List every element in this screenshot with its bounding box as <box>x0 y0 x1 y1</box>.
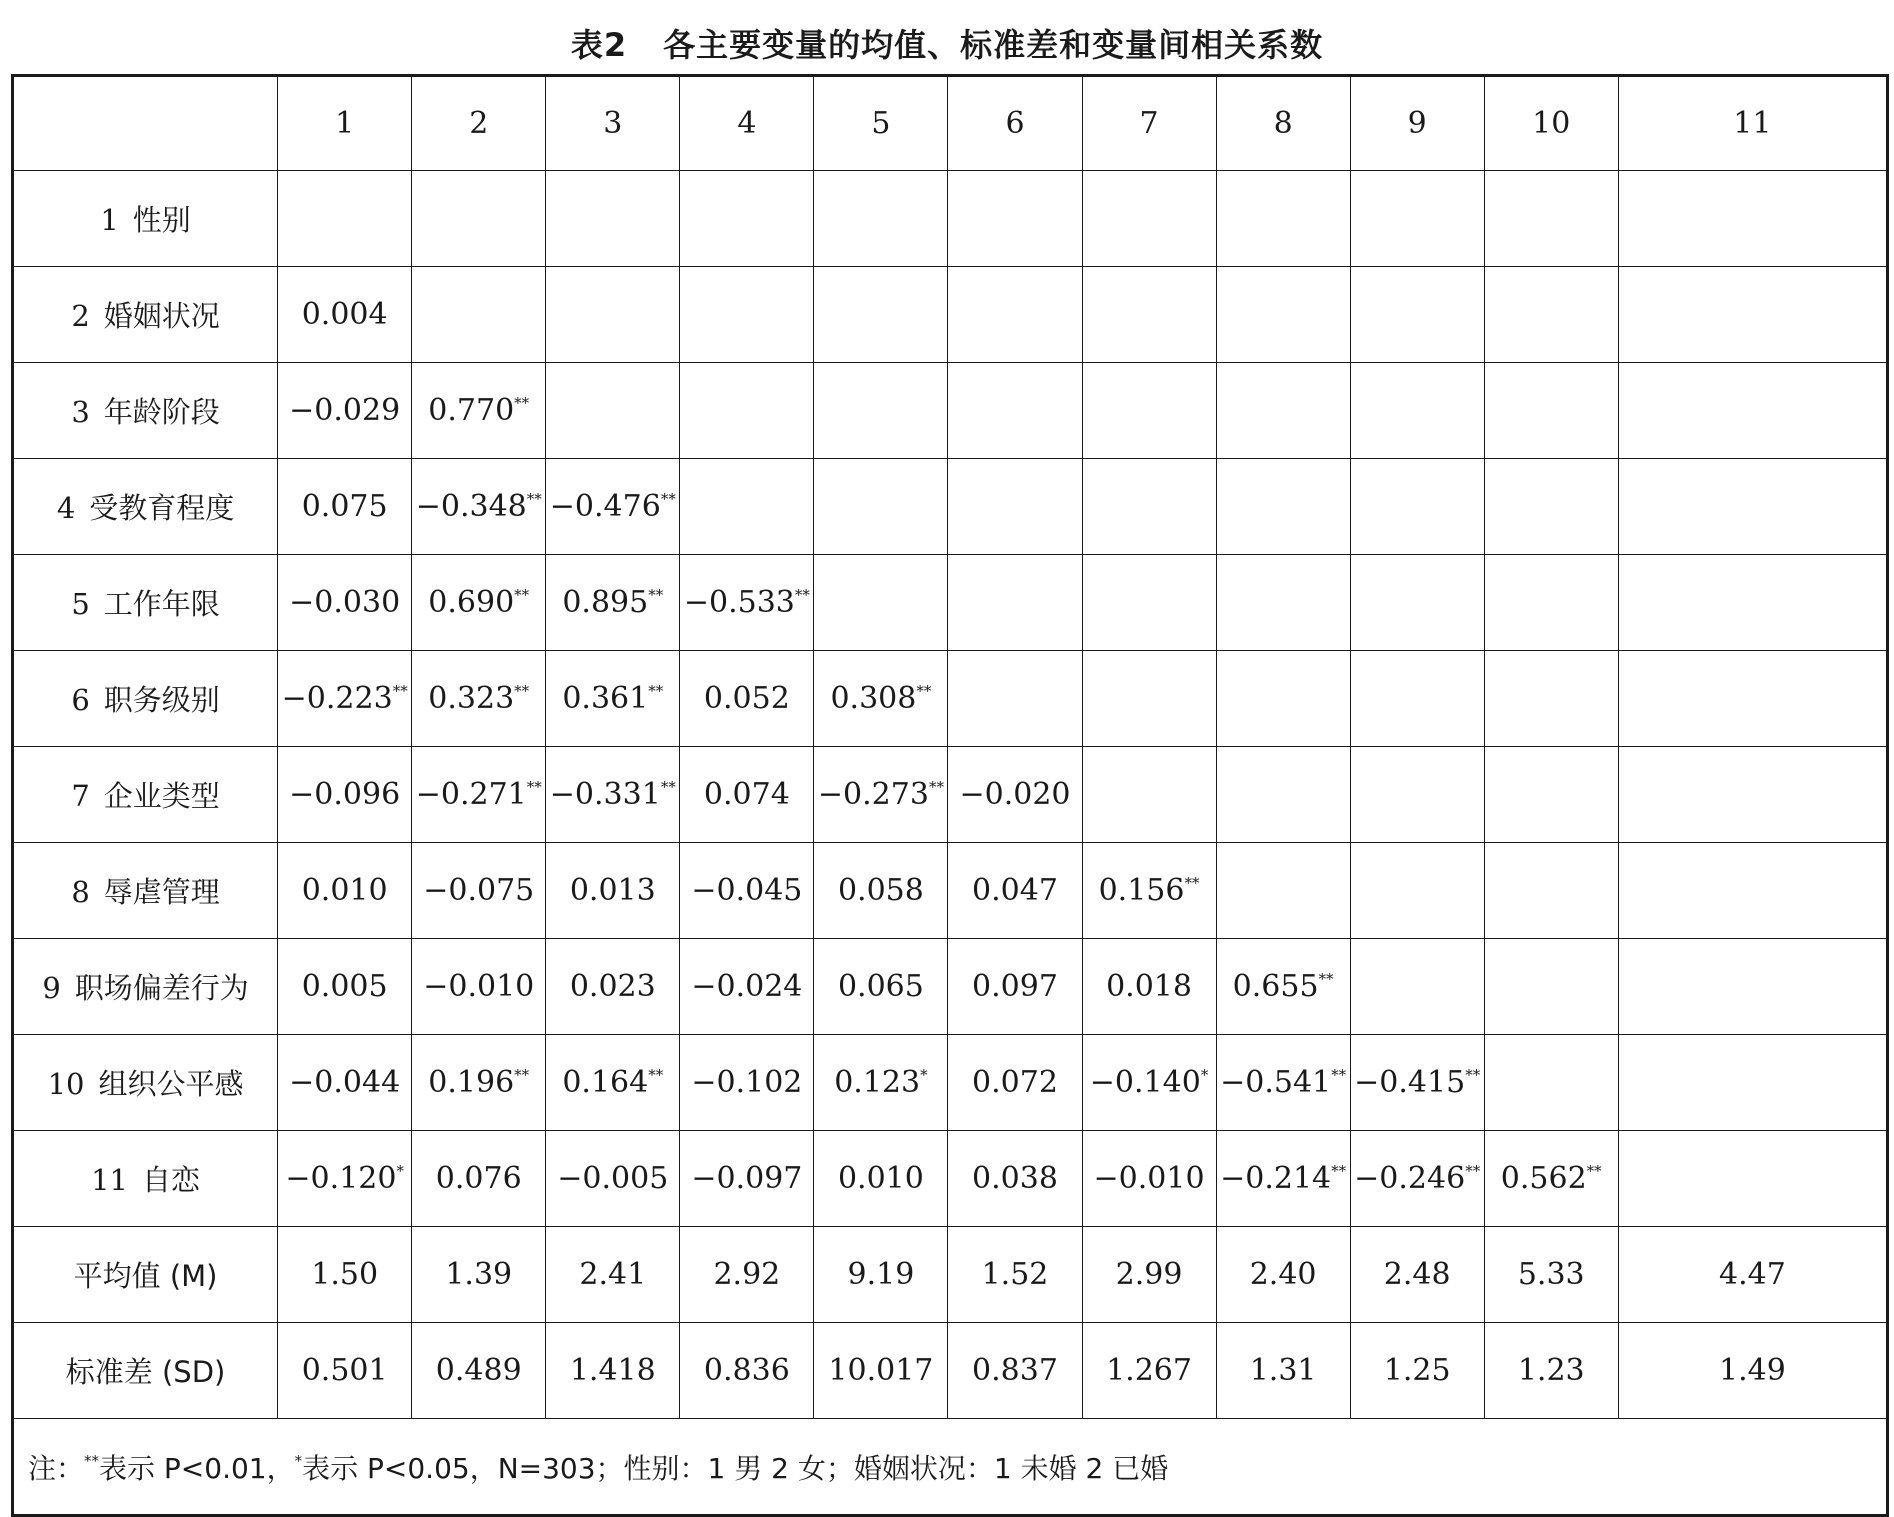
row-label <box>13 1035 278 1131</box>
cell-value: 0.013 <box>569 873 656 908</box>
cell-value: 0.655 <box>1232 969 1319 1004</box>
significance-mark: ** <box>392 682 408 700</box>
table-cell <box>412 171 546 267</box>
row-label <box>13 555 278 651</box>
table-number: 表2 <box>570 26 628 64</box>
table-cell <box>1484 939 1618 1035</box>
table-cell <box>412 459 546 555</box>
table-cell <box>278 1131 412 1227</box>
row-number: 6 <box>71 683 90 717</box>
table-cell <box>1618 171 1887 267</box>
cell-value: 0.004 <box>301 297 388 332</box>
significance-mark: ** <box>648 682 664 700</box>
column-header: 10 <box>1484 76 1618 171</box>
table-cell <box>278 363 412 459</box>
significance-mark: ** <box>928 778 944 796</box>
cell-value: −0.024 <box>691 969 803 1004</box>
table-cell <box>1216 171 1350 267</box>
table-cell <box>412 939 546 1035</box>
table-cell <box>1350 939 1484 1035</box>
table-cell <box>1216 267 1350 363</box>
cell-value: 0.323 <box>428 681 515 716</box>
table-cell <box>680 555 814 651</box>
table-cell <box>1216 555 1350 651</box>
table-row <box>13 651 1888 747</box>
table-row <box>13 171 1888 267</box>
row-number: 4 <box>56 491 76 525</box>
table-cell <box>1216 1035 1350 1131</box>
row-label <box>13 459 278 555</box>
table-cell <box>278 651 412 747</box>
table-cell <box>1216 363 1350 459</box>
table-cell <box>1082 843 1216 939</box>
note-prefix: 注： <box>28 1451 85 1485</box>
cell-value: −0.223 <box>281 681 393 716</box>
table-cell <box>1618 267 1887 363</box>
cell-value: 0.123 <box>834 1065 921 1100</box>
table-cell <box>412 363 546 459</box>
column-header: 1 <box>278 76 412 171</box>
stats-value: 2.92 <box>680 1227 814 1323</box>
table-cell <box>1350 651 1484 747</box>
cell-value: −0.010 <box>1093 1161 1205 1196</box>
significance-mark: ** <box>1318 970 1334 988</box>
table-cell <box>412 651 546 747</box>
table-cell <box>948 651 1082 747</box>
table-cell <box>680 1131 814 1227</box>
row-label <box>13 267 278 363</box>
table-cell <box>1350 459 1484 555</box>
row-number: 8 <box>71 875 90 909</box>
cell-value: 0.047 <box>972 873 1058 908</box>
table-cell <box>814 1035 948 1131</box>
cell-value: 0.562 <box>1500 1161 1587 1196</box>
table-cell <box>680 843 814 939</box>
table-cell <box>546 171 680 267</box>
note-row <box>13 1419 1888 1516</box>
table-cell <box>1484 843 1618 939</box>
cell-value: 0.076 <box>435 1161 522 1196</box>
significance-mark: ** <box>514 1066 530 1084</box>
table-cell <box>1082 171 1216 267</box>
table-cell <box>1350 267 1484 363</box>
table-cell <box>948 1131 1082 1227</box>
table-cell <box>680 651 814 747</box>
table-cell <box>546 1131 680 1227</box>
stats-value: 1.52 <box>948 1227 1082 1323</box>
table-cell <box>1216 651 1350 747</box>
significance-mark: ** <box>794 586 810 604</box>
table-cell <box>948 939 1082 1035</box>
row-label <box>13 939 278 1035</box>
table-cell <box>814 171 948 267</box>
cell-value: 0.010 <box>837 1161 924 1196</box>
stats-value: 1.39 <box>412 1227 546 1323</box>
table-cell <box>1216 843 1350 939</box>
table-cell <box>1216 459 1350 555</box>
row-name: 组织公平感 <box>98 1067 244 1101</box>
table-cell <box>278 459 412 555</box>
row-name: 受教育程度 <box>89 491 235 525</box>
table-cell <box>546 459 680 555</box>
table-cell <box>278 171 412 267</box>
stats-value: 1.50 <box>278 1227 412 1323</box>
cell-value: 0.010 <box>301 873 388 908</box>
stats-value: 0.836 <box>680 1323 814 1419</box>
table-cell <box>680 171 814 267</box>
note-mark-single: * <box>294 1451 303 1470</box>
cell-value: 0.005 <box>301 969 388 1004</box>
table-cell <box>1484 1131 1618 1227</box>
table-row <box>13 459 1888 555</box>
cell-value: 0.038 <box>972 1161 1058 1196</box>
table-cell <box>1618 1035 1887 1131</box>
significance-mark: ** <box>916 682 932 700</box>
table-cell <box>948 1035 1082 1131</box>
table-cell <box>1082 1131 1216 1227</box>
table-cell <box>1350 1131 1484 1227</box>
row-name: 婚姻状况 <box>103 299 220 333</box>
table-cell <box>1350 747 1484 843</box>
table-caption: 各主要变量的均值、标准差和变量间相关系数 <box>663 26 1324 64</box>
stats-value: 0.837 <box>948 1323 1082 1419</box>
table-cell <box>1082 555 1216 651</box>
cell-value: 0.074 <box>703 777 790 812</box>
cell-value: −0.331 <box>549 777 661 812</box>
column-header: 11 <box>1618 76 1887 171</box>
row-name: 年龄阶段 <box>103 395 220 429</box>
row-number: 7 <box>71 779 90 813</box>
table-cell <box>814 459 948 555</box>
stats-value: 1.31 <box>1216 1323 1350 1419</box>
significance-mark: ** <box>526 490 542 508</box>
column-header: 4 <box>680 76 814 171</box>
stats-row <box>13 1323 1888 1419</box>
table-cell <box>814 747 948 843</box>
table-cell <box>1082 267 1216 363</box>
table-cell <box>680 747 814 843</box>
significance-mark: ** <box>1465 1066 1481 1084</box>
column-header: 2 <box>412 76 546 171</box>
significance-mark: * <box>920 1066 928 1084</box>
column-header: 9 <box>1350 76 1484 171</box>
table-cell <box>1216 747 1350 843</box>
significance-mark: ** <box>660 778 676 796</box>
table-cell <box>948 363 1082 459</box>
row-number: 3 <box>71 395 90 429</box>
table-cell <box>1618 747 1887 843</box>
cell-value: 0.308 <box>830 681 917 716</box>
table-cell <box>1216 939 1350 1035</box>
table-cell <box>680 939 814 1035</box>
table-cell <box>1350 843 1484 939</box>
cell-value: 0.058 <box>837 873 924 908</box>
cell-value: −0.075 <box>423 873 535 908</box>
cell-value: −0.273 <box>817 777 929 812</box>
cell-value: −0.415 <box>1354 1065 1466 1100</box>
table-cell <box>1350 363 1484 459</box>
table-cell <box>948 747 1082 843</box>
cell-value: 0.052 <box>703 681 790 716</box>
cell-value: −0.096 <box>289 777 401 812</box>
table-cell <box>814 1131 948 1227</box>
cell-value: 0.361 <box>562 681 649 716</box>
table-cell <box>1484 459 1618 555</box>
table-cell <box>1618 555 1887 651</box>
significance-mark: ** <box>1465 1162 1481 1180</box>
stats-value: 1.25 <box>1350 1323 1484 1419</box>
table-cell <box>1618 939 1887 1035</box>
stats-value: 1.23 <box>1484 1323 1618 1419</box>
cell-value: 0.065 <box>837 969 924 1004</box>
table-cell <box>546 267 680 363</box>
cell-value: −0.120 <box>285 1161 397 1196</box>
cell-value: 0.164 <box>562 1065 649 1100</box>
table-cell <box>1618 843 1887 939</box>
column-header: 6 <box>948 76 1082 171</box>
significance-mark: ** <box>1586 1162 1602 1180</box>
cell-value: −0.271 <box>415 777 527 812</box>
table-row <box>13 1131 1888 1227</box>
row-label <box>13 1131 278 1227</box>
stats-value: 5.33 <box>1484 1227 1618 1323</box>
table-cell <box>814 651 948 747</box>
table-cell <box>1350 555 1484 651</box>
stats-value: 2.41 <box>546 1227 680 1323</box>
table-cell <box>1216 1131 1350 1227</box>
table-cell <box>1618 459 1887 555</box>
significance-mark: ** <box>514 394 530 412</box>
cell-value: −0.097 <box>691 1161 803 1196</box>
row-label <box>13 843 278 939</box>
table-cell <box>412 555 546 651</box>
table-row <box>13 1035 1888 1131</box>
table-cell <box>546 651 680 747</box>
row-number: 10 <box>47 1067 85 1101</box>
table-cell <box>814 843 948 939</box>
table-cell <box>1082 459 1216 555</box>
cell-value: −0.045 <box>691 873 803 908</box>
table-cell <box>412 1131 546 1227</box>
column-header: 7 <box>1082 76 1216 171</box>
cell-value: 0.770 <box>428 393 515 428</box>
significance-mark: * <box>1200 1066 1209 1084</box>
note-text: 表示 P<0.05，N=303；性别：1 男 2 女；婚姻状况：1 未婚 2 已婚 <box>302 1451 1169 1485</box>
cell-value: 0.072 <box>972 1065 1058 1100</box>
cell-value: −0.140 <box>1089 1065 1201 1100</box>
cell-value: −0.030 <box>289 585 401 620</box>
cell-value: −0.020 <box>959 777 1071 812</box>
row-name: 自恋 <box>142 1163 201 1197</box>
row-label <box>13 171 278 267</box>
table-cell <box>1484 651 1618 747</box>
cell-value: −0.102 <box>691 1065 803 1100</box>
table-row <box>13 555 1888 651</box>
table-cell <box>412 1035 546 1131</box>
cell-value: −0.044 <box>289 1065 401 1100</box>
cell-value: −0.005 <box>557 1161 669 1196</box>
cell-value: −0.541 <box>1220 1065 1332 1100</box>
correlation-table <box>11 74 1889 1517</box>
table-row <box>13 363 1888 459</box>
table-cell <box>1350 171 1484 267</box>
cell-value: −0.476 <box>549 489 661 524</box>
stats-value: 2.40 <box>1216 1227 1350 1323</box>
significance-mark: ** <box>1331 1066 1347 1084</box>
table-cell <box>1082 939 1216 1035</box>
row-label <box>13 747 278 843</box>
significance-mark: * <box>396 1162 404 1180</box>
cell-value: −0.348 <box>415 489 527 524</box>
table-cell <box>680 459 814 555</box>
stats-value: 1.418 <box>546 1323 680 1419</box>
significance-mark: ** <box>648 586 664 604</box>
table-cell <box>278 939 412 1035</box>
table-row <box>13 747 1888 843</box>
cell-value: −0.246 <box>1354 1161 1466 1196</box>
table-cell <box>1484 1035 1618 1131</box>
note-text: 表示 P<0.01， <box>99 1451 295 1485</box>
table-cell <box>1618 1131 1887 1227</box>
table-cell <box>1484 747 1618 843</box>
cell-value: 0.196 <box>428 1065 515 1100</box>
table-cell <box>1082 363 1216 459</box>
cell-value: 0.097 <box>972 969 1058 1004</box>
stats-value: 1.267 <box>1082 1323 1216 1419</box>
cell-value: 0.075 <box>301 489 388 524</box>
table-cell <box>1082 651 1216 747</box>
table-cell <box>1484 363 1618 459</box>
row-number: 1 <box>100 203 119 237</box>
table-cell <box>546 939 680 1035</box>
table-cell <box>1484 267 1618 363</box>
significance-mark: ** <box>514 682 530 700</box>
table-cell <box>814 363 948 459</box>
table-cell <box>278 1035 412 1131</box>
row-label <box>13 363 278 459</box>
significance-mark: ** <box>526 778 542 796</box>
table-title <box>0 20 1894 66</box>
table-cell <box>814 267 948 363</box>
table-cell <box>278 555 412 651</box>
stats-value: 0.501 <box>278 1323 412 1419</box>
table-cell <box>1350 1035 1484 1131</box>
significance-mark: ** <box>514 586 530 604</box>
table-cell <box>1618 651 1887 747</box>
cell-value: 0.895 <box>562 585 649 620</box>
table-cell <box>814 555 948 651</box>
table-cell <box>278 267 412 363</box>
table-row <box>13 267 1888 363</box>
stats-row <box>13 1227 1888 1323</box>
table-cell <box>1082 747 1216 843</box>
table-cell <box>546 555 680 651</box>
stats-label: 标准差 (SD) <box>13 1323 278 1419</box>
cell-value: 0.018 <box>1106 969 1192 1004</box>
cell-value: −0.029 <box>289 393 401 428</box>
significance-mark: ** <box>1331 1162 1347 1180</box>
significance-mark: ** <box>648 1066 664 1084</box>
row-label <box>13 651 278 747</box>
table-cell <box>948 555 1082 651</box>
table-cell <box>1618 363 1887 459</box>
column-header: 8 <box>1216 76 1350 171</box>
significance-mark: ** <box>660 490 676 508</box>
stats-label: 平均值 (M) <box>13 1227 278 1323</box>
row-name: 职场偏差行为 <box>74 971 249 1005</box>
significance-mark: ** <box>1184 874 1200 892</box>
table-cell <box>412 267 546 363</box>
table-cell <box>948 843 1082 939</box>
table-cell <box>1484 555 1618 651</box>
stats-value: 2.99 <box>1082 1227 1216 1323</box>
table-cell <box>814 939 948 1035</box>
table-cell <box>278 843 412 939</box>
table-cell <box>948 459 1082 555</box>
note-mark-double: ** <box>84 1451 100 1470</box>
table-cell <box>278 747 412 843</box>
table-cell <box>680 1035 814 1131</box>
corner-cell <box>13 76 278 171</box>
header-row <box>13 76 1888 171</box>
stats-value: 1.49 <box>1618 1323 1887 1419</box>
row-name: 工作年限 <box>103 587 220 621</box>
table-cell <box>412 843 546 939</box>
table-cell <box>948 171 1082 267</box>
stats-value: 2.48 <box>1350 1227 1484 1323</box>
row-name: 辱虐管理 <box>103 875 220 909</box>
table-cell <box>546 843 680 939</box>
row-number: 11 <box>91 1163 129 1197</box>
row-number: 9 <box>42 971 61 1005</box>
row-number: 5 <box>71 587 90 621</box>
cell-value: −0.533 <box>683 585 795 620</box>
table-cell <box>680 363 814 459</box>
column-header: 3 <box>546 76 680 171</box>
row-number: 2 <box>71 299 90 333</box>
cell-value: −0.214 <box>1220 1161 1332 1196</box>
table-cell <box>680 267 814 363</box>
table-cell <box>546 363 680 459</box>
cell-value: −0.010 <box>423 969 535 1004</box>
stats-value: 9.19 <box>814 1227 948 1323</box>
cell-value: 0.690 <box>428 585 515 620</box>
table-row <box>13 843 1888 939</box>
table-cell <box>412 747 546 843</box>
table-cell <box>948 267 1082 363</box>
table-note <box>13 1419 1888 1516</box>
stats-value: 10.017 <box>814 1323 948 1419</box>
table-cell <box>546 747 680 843</box>
stats-value: 0.489 <box>412 1323 546 1419</box>
table-cell <box>1484 171 1618 267</box>
column-header: 5 <box>814 76 948 171</box>
table-cell <box>546 1035 680 1131</box>
stats-value: 4.47 <box>1618 1227 1887 1323</box>
cell-value: 0.023 <box>569 969 656 1004</box>
row-name: 性别 <box>132 203 191 237</box>
row-name: 职务级别 <box>103 683 220 717</box>
table-cell <box>1082 1035 1216 1131</box>
table-row <box>13 939 1888 1035</box>
row-name: 企业类型 <box>103 779 220 813</box>
cell-value: 0.156 <box>1098 873 1185 908</box>
